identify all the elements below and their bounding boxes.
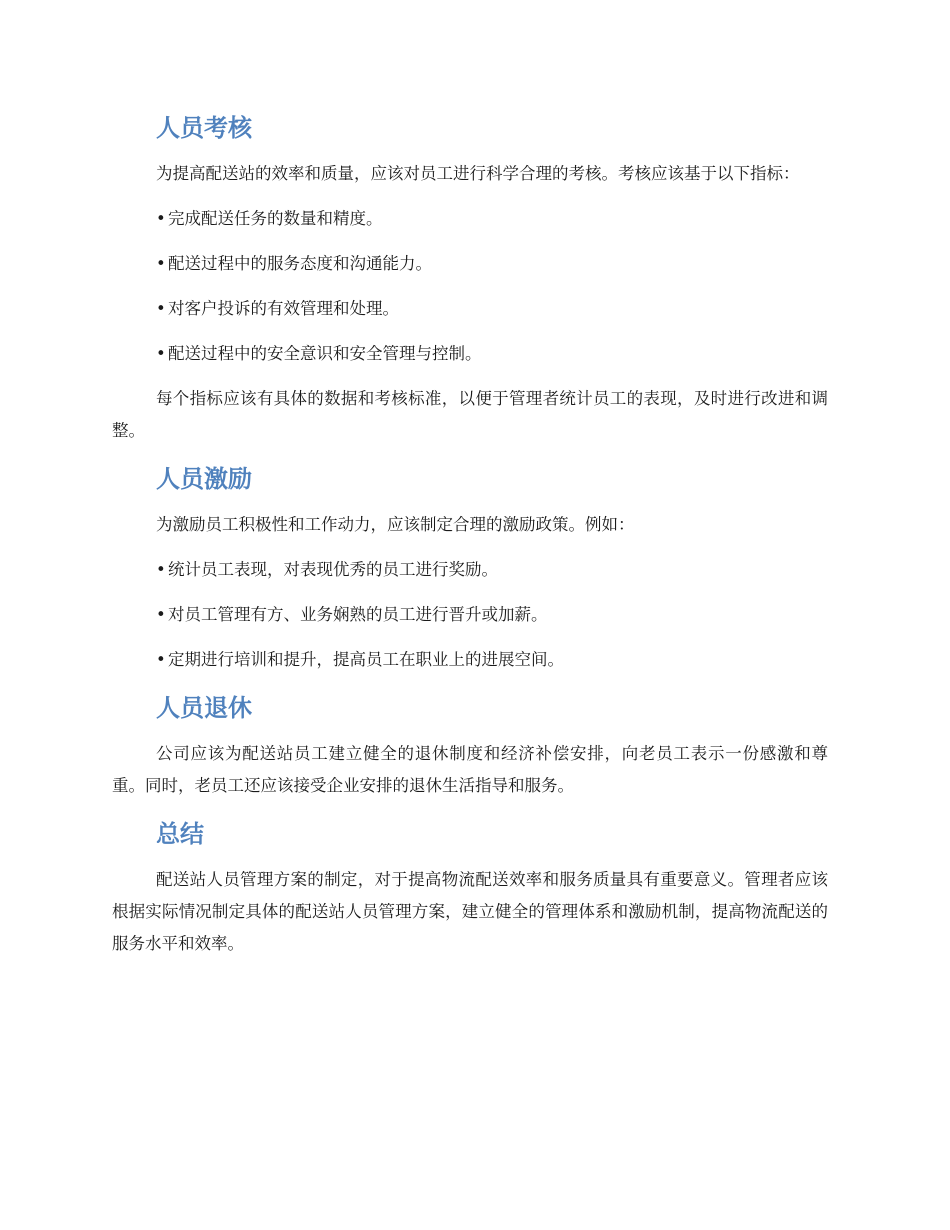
list-item: • 统计员工表现，对表现优秀的员工进行奖励。 bbox=[156, 554, 828, 586]
bullet-icon: • bbox=[156, 650, 166, 669]
list-item: • 对员工管理有方、业务娴熟的员工进行晋升或加薪。 bbox=[156, 599, 828, 631]
section-title-retirement: 人员退休 bbox=[156, 694, 252, 722]
list-item: • 完成配送任务的数量和精度。 bbox=[156, 203, 828, 235]
summary-paragraph: 配送站人员管理方案的制定，对于提高物流配送效率和服务质量具有重要意义。管理者应该根据实际情况制定具体的配送站人员管理方案，建立健全的管理体系和激励机制，提高物流配送的服务水平和效率。 bbox=[112, 870, 828, 953]
bullet-icon: • bbox=[156, 254, 166, 273]
bullet-icon: • bbox=[156, 344, 166, 363]
assessment-intro: 为提高配送站的效率和质量，应该对员工进行科学合理的考核。考核应该基于以下指标： bbox=[156, 164, 800, 183]
section-title-assessment: 人员考核 bbox=[156, 114, 252, 142]
bullet-icon: • bbox=[156, 299, 166, 318]
bullet-icon: • bbox=[156, 209, 166, 228]
retirement-paragraph: 公司应该为配送站员工建立健全的退休制度和经济补偿安排，向老员工表示一份感激和尊重。同时，老员工还应该接受企业安排的退休生活指导和服务。 bbox=[112, 744, 828, 795]
bullet-icon: • bbox=[156, 560, 166, 579]
list-item: • 配送过程中的服务态度和沟通能力。 bbox=[156, 248, 828, 280]
list-item: • 配送过程中的安全意识和安全管理与控制。 bbox=[156, 338, 828, 370]
assessment-outro: 每个指标应该有具体的数据和考核标准，以便于管理者统计员工的表现，及时进行改进和调整。 bbox=[112, 389, 828, 440]
list-item: • 定期进行培训和提升，提高员工在职业上的进展空间。 bbox=[156, 644, 828, 676]
incentive-intro: 为激励员工积极性和工作动力，应该制定合理的激励政策。例如： bbox=[156, 515, 635, 534]
bullet-icon: • bbox=[156, 605, 166, 624]
section-title-summary: 总结 bbox=[156, 820, 204, 848]
list-item: • 对客户投诉的有效管理和处理。 bbox=[156, 293, 828, 325]
section-title-incentive: 人员激励 bbox=[156, 465, 252, 493]
